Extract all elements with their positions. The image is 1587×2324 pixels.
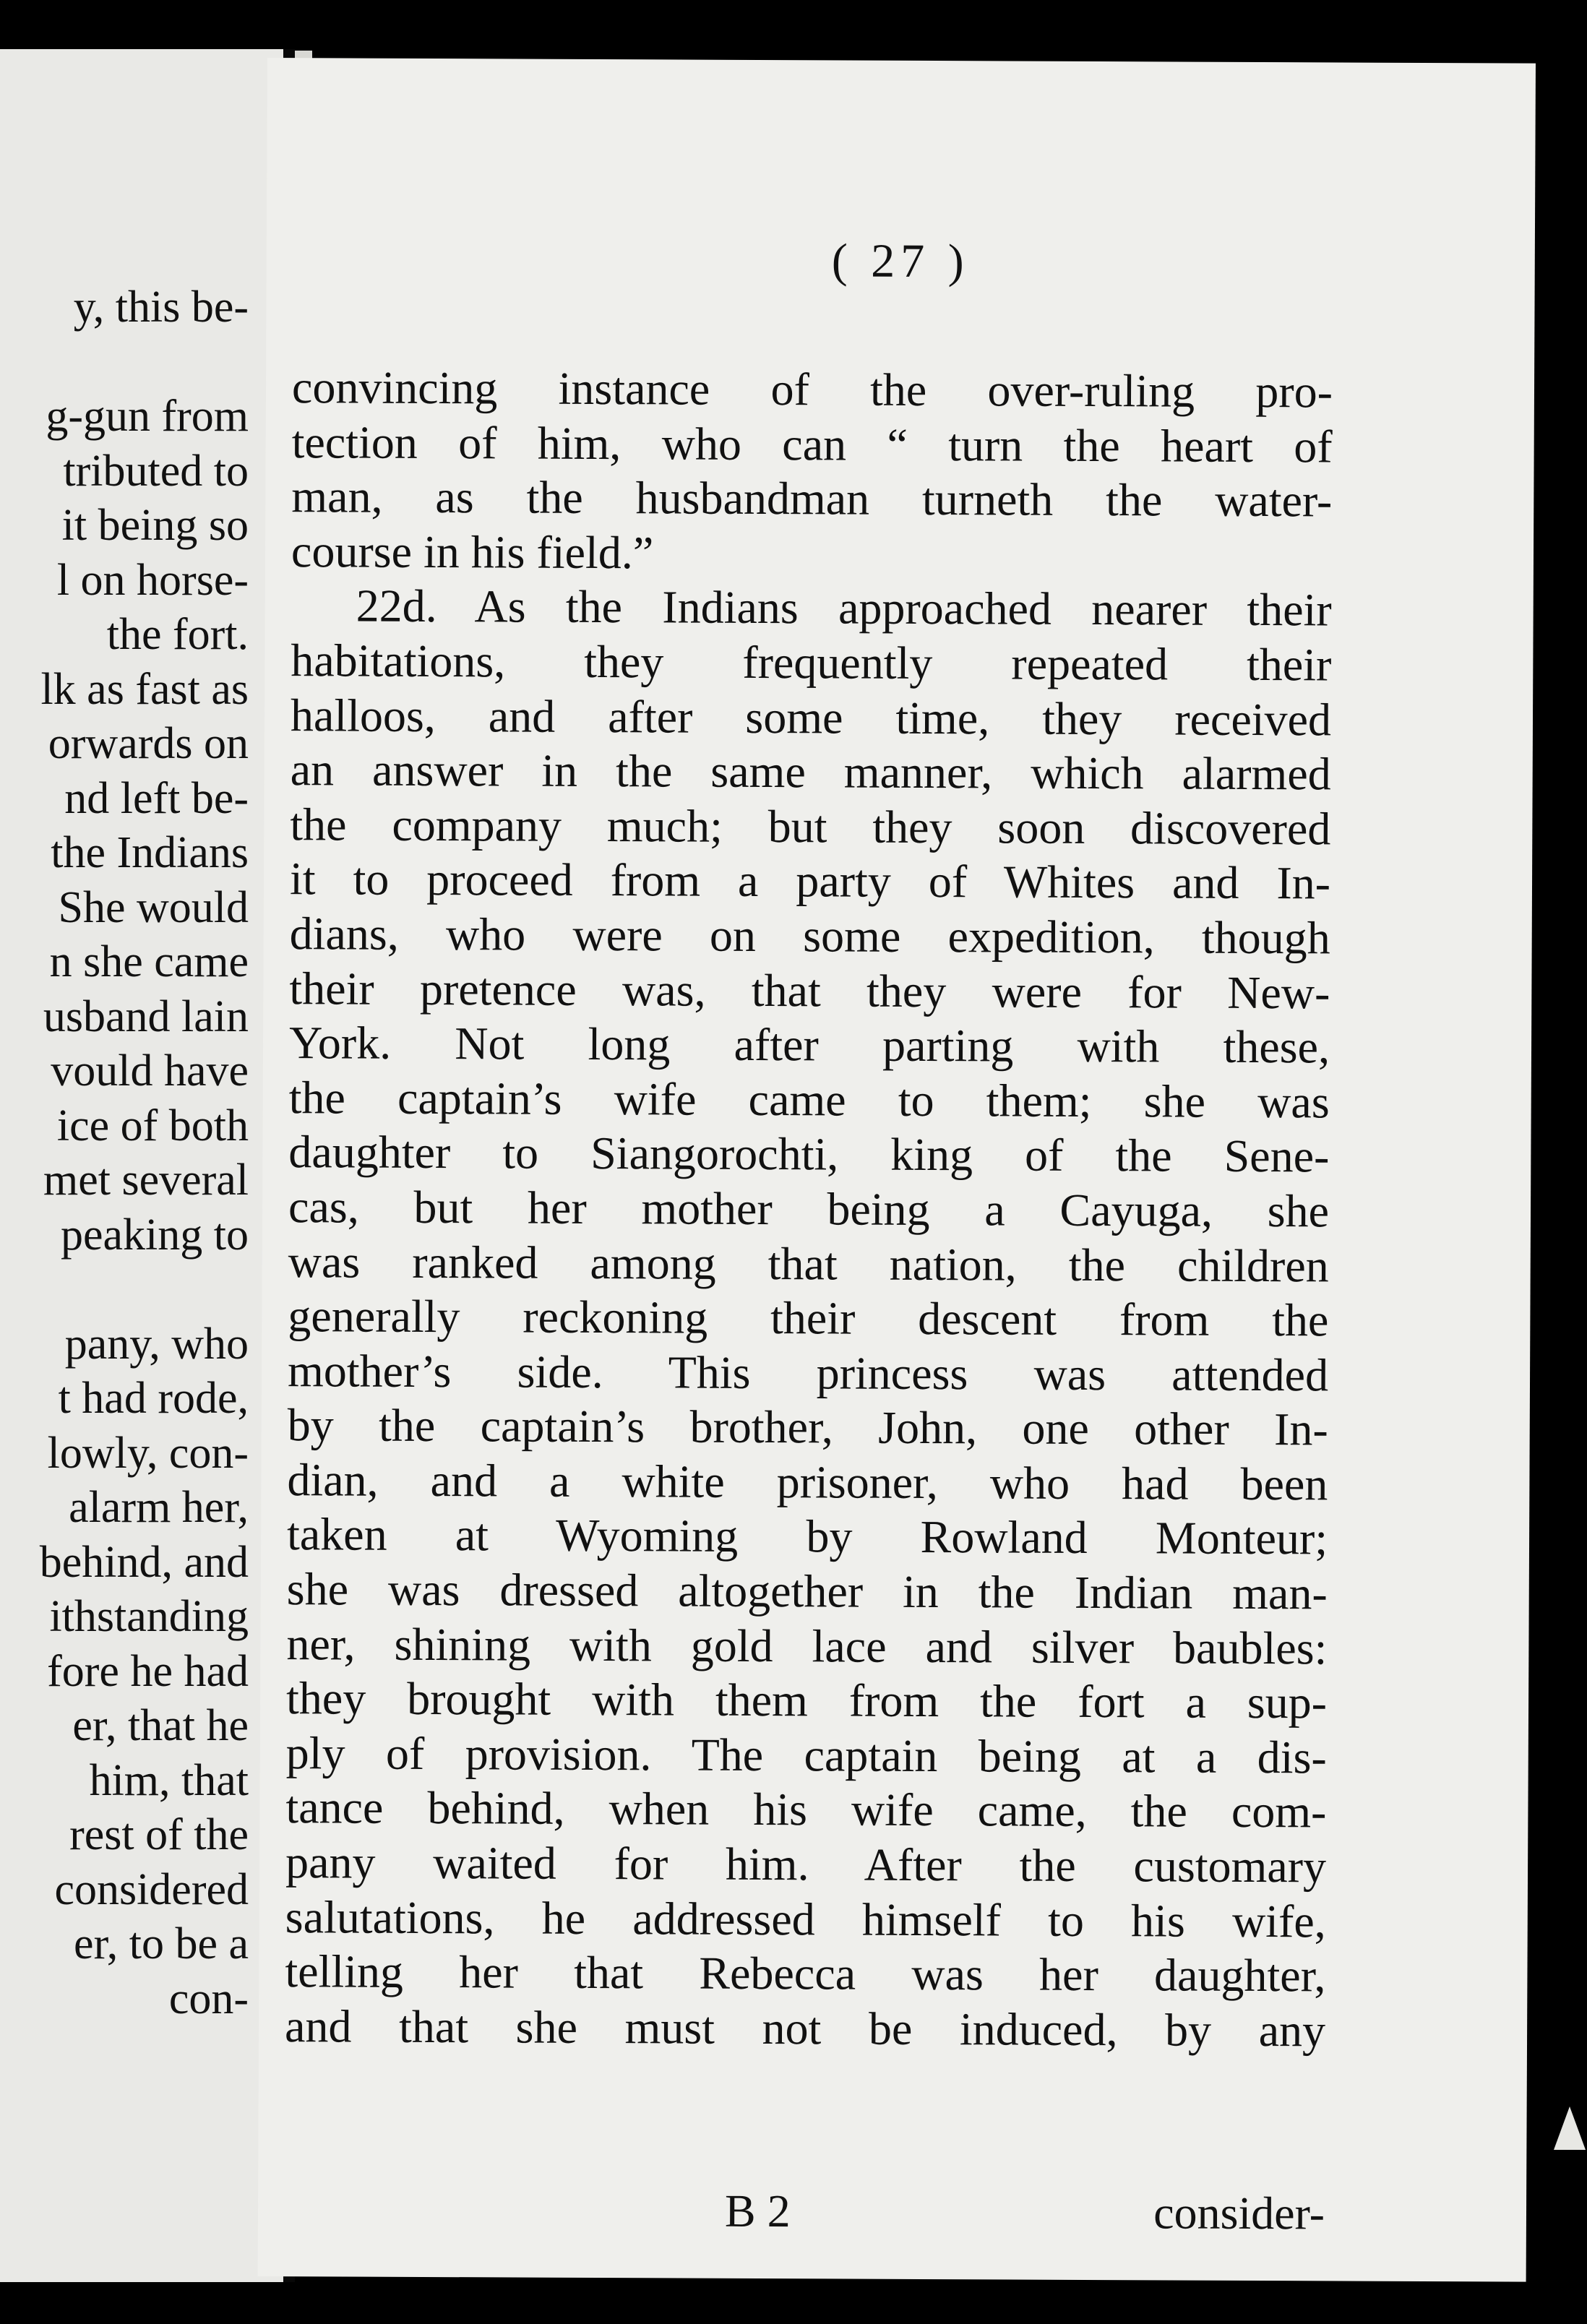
left-line: n she came <box>49 937 249 986</box>
left-line: y, this be- <box>73 283 249 332</box>
text-line: the captain’s wife came to them; she was <box>288 1071 1330 1128</box>
left-line: lk as fast as <box>40 664 249 714</box>
text-line: salutations, he addressed himself to his wife, <box>285 1890 1326 1948</box>
text-line: was ranked among that nation, the children <box>288 1235 1329 1291</box>
text-line: and that she must not be induced, by any <box>284 2000 1326 2057</box>
left-line: er, that he <box>72 1701 249 1750</box>
left-line: er, to be a <box>74 1919 249 1968</box>
left-line: lowly, con- <box>47 1428 249 1478</box>
catchword: consider- <box>1153 2187 1325 2239</box>
text-line: ner, shining with gold lace and silver baubles: <box>286 1617 1328 1674</box>
left-line: him, that <box>89 1755 249 1805</box>
text-line: halloos, and after some time, they received <box>290 689 1332 745</box>
left-line: g-gun from <box>46 392 249 441</box>
text-line: habitations, they frequently repeated their <box>291 634 1332 691</box>
text-line: convincing instance of the over-ruling pro- <box>291 361 1333 418</box>
text-line: the company much; but they soon discovered <box>290 798 1331 855</box>
text-line: course in his field.” <box>291 525 654 579</box>
left-line: it being so <box>61 501 249 550</box>
left-line: ithstanding <box>49 1592 249 1641</box>
left-line: con- <box>168 1974 249 2023</box>
paper-fleck <box>1554 2106 1586 2150</box>
text-line: telling her that Rebecca was her daughter, <box>285 1945 1326 2002</box>
left-line-blank <box>40 335 249 390</box>
text-line: it to proceed from a party of Whites and In- <box>289 853 1331 909</box>
text-line: mother’s side. This princess was attended <box>287 1344 1329 1401</box>
page-edge-shadow <box>1536 108 1579 2276</box>
left-line: l on horse- <box>56 555 249 605</box>
left-line: peaking to <box>61 1210 249 1260</box>
text-line: man, as the husbandman turneth the water- <box>291 470 1333 527</box>
left-line: ice of both <box>56 1101 249 1150</box>
text-line: generally reckoning their descent from the <box>288 1290 1329 1346</box>
text-line: tance behind, when his wife came, the com- <box>285 1781 1327 1838</box>
left-line: vould have <box>51 1046 249 1096</box>
text-line: 22d. As the Indians approached nearer their <box>356 580 1332 636</box>
left-line: fore he had <box>47 1646 249 1696</box>
text-line: cas, but her mother being a Cayuga, she <box>288 1181 1330 1237</box>
page-number: ( 27 ) <box>831 234 970 288</box>
text-line: daughter to Siangorochti, king of the Sene- <box>288 1126 1330 1182</box>
text-line: pany waited for him. After the customary <box>285 1836 1327 1893</box>
body-text <box>285 360 1333 2058</box>
text-line: York. Not long after parting with these, <box>288 1017 1330 1073</box>
left-line: t had rode, <box>58 1374 249 1423</box>
text-line: dians, who were on some expedition, though <box>289 908 1330 964</box>
left-line: tributed to <box>63 446 249 496</box>
text-line: she was dressed altogether in the Indian man- <box>286 1563 1328 1619</box>
text-line: an answer in the same manner, which alarmed <box>290 744 1331 800</box>
left-line: the fort. <box>106 610 249 659</box>
left-line: the Indians <box>51 828 249 877</box>
left-line: alarm her, <box>69 1483 249 1532</box>
left-line: usband lain <box>43 991 249 1041</box>
left-line: rest of the <box>69 1810 249 1859</box>
left-line: behind, and <box>39 1537 249 1587</box>
left-page <box>0 49 283 2282</box>
left-line-blank <box>40 1262 249 1317</box>
signature-mark: B 2 <box>724 2185 791 2237</box>
text-line: by the captain’s brother, John, one other In- <box>287 1399 1328 1455</box>
left-line: nd left be- <box>64 773 249 823</box>
left-line: met several <box>43 1155 249 1205</box>
left-line: pany, who <box>64 1319 249 1369</box>
text-line: they brought with them from the fort a sup- <box>285 1672 1328 1729</box>
text-line: their pretence was, that they were for New- <box>289 962 1330 1018</box>
left-line: considered <box>54 1864 249 1914</box>
text-line: taken at Wyoming by Rowland Monteur; <box>286 1508 1328 1565</box>
text-line: dian, and a white prisoner, who had been <box>287 1454 1328 1510</box>
text-line: ply of provision. The captain being at a dis- <box>285 1726 1327 1783</box>
right-page <box>258 58 1536 2282</box>
left-line: orwards on <box>48 719 249 768</box>
text-line: tection of him, who can “ turn the heart of <box>291 416 1333 473</box>
left-page-text <box>40 280 249 2026</box>
page-footer <box>284 2182 1325 2245</box>
left-line: She would <box>58 882 249 932</box>
